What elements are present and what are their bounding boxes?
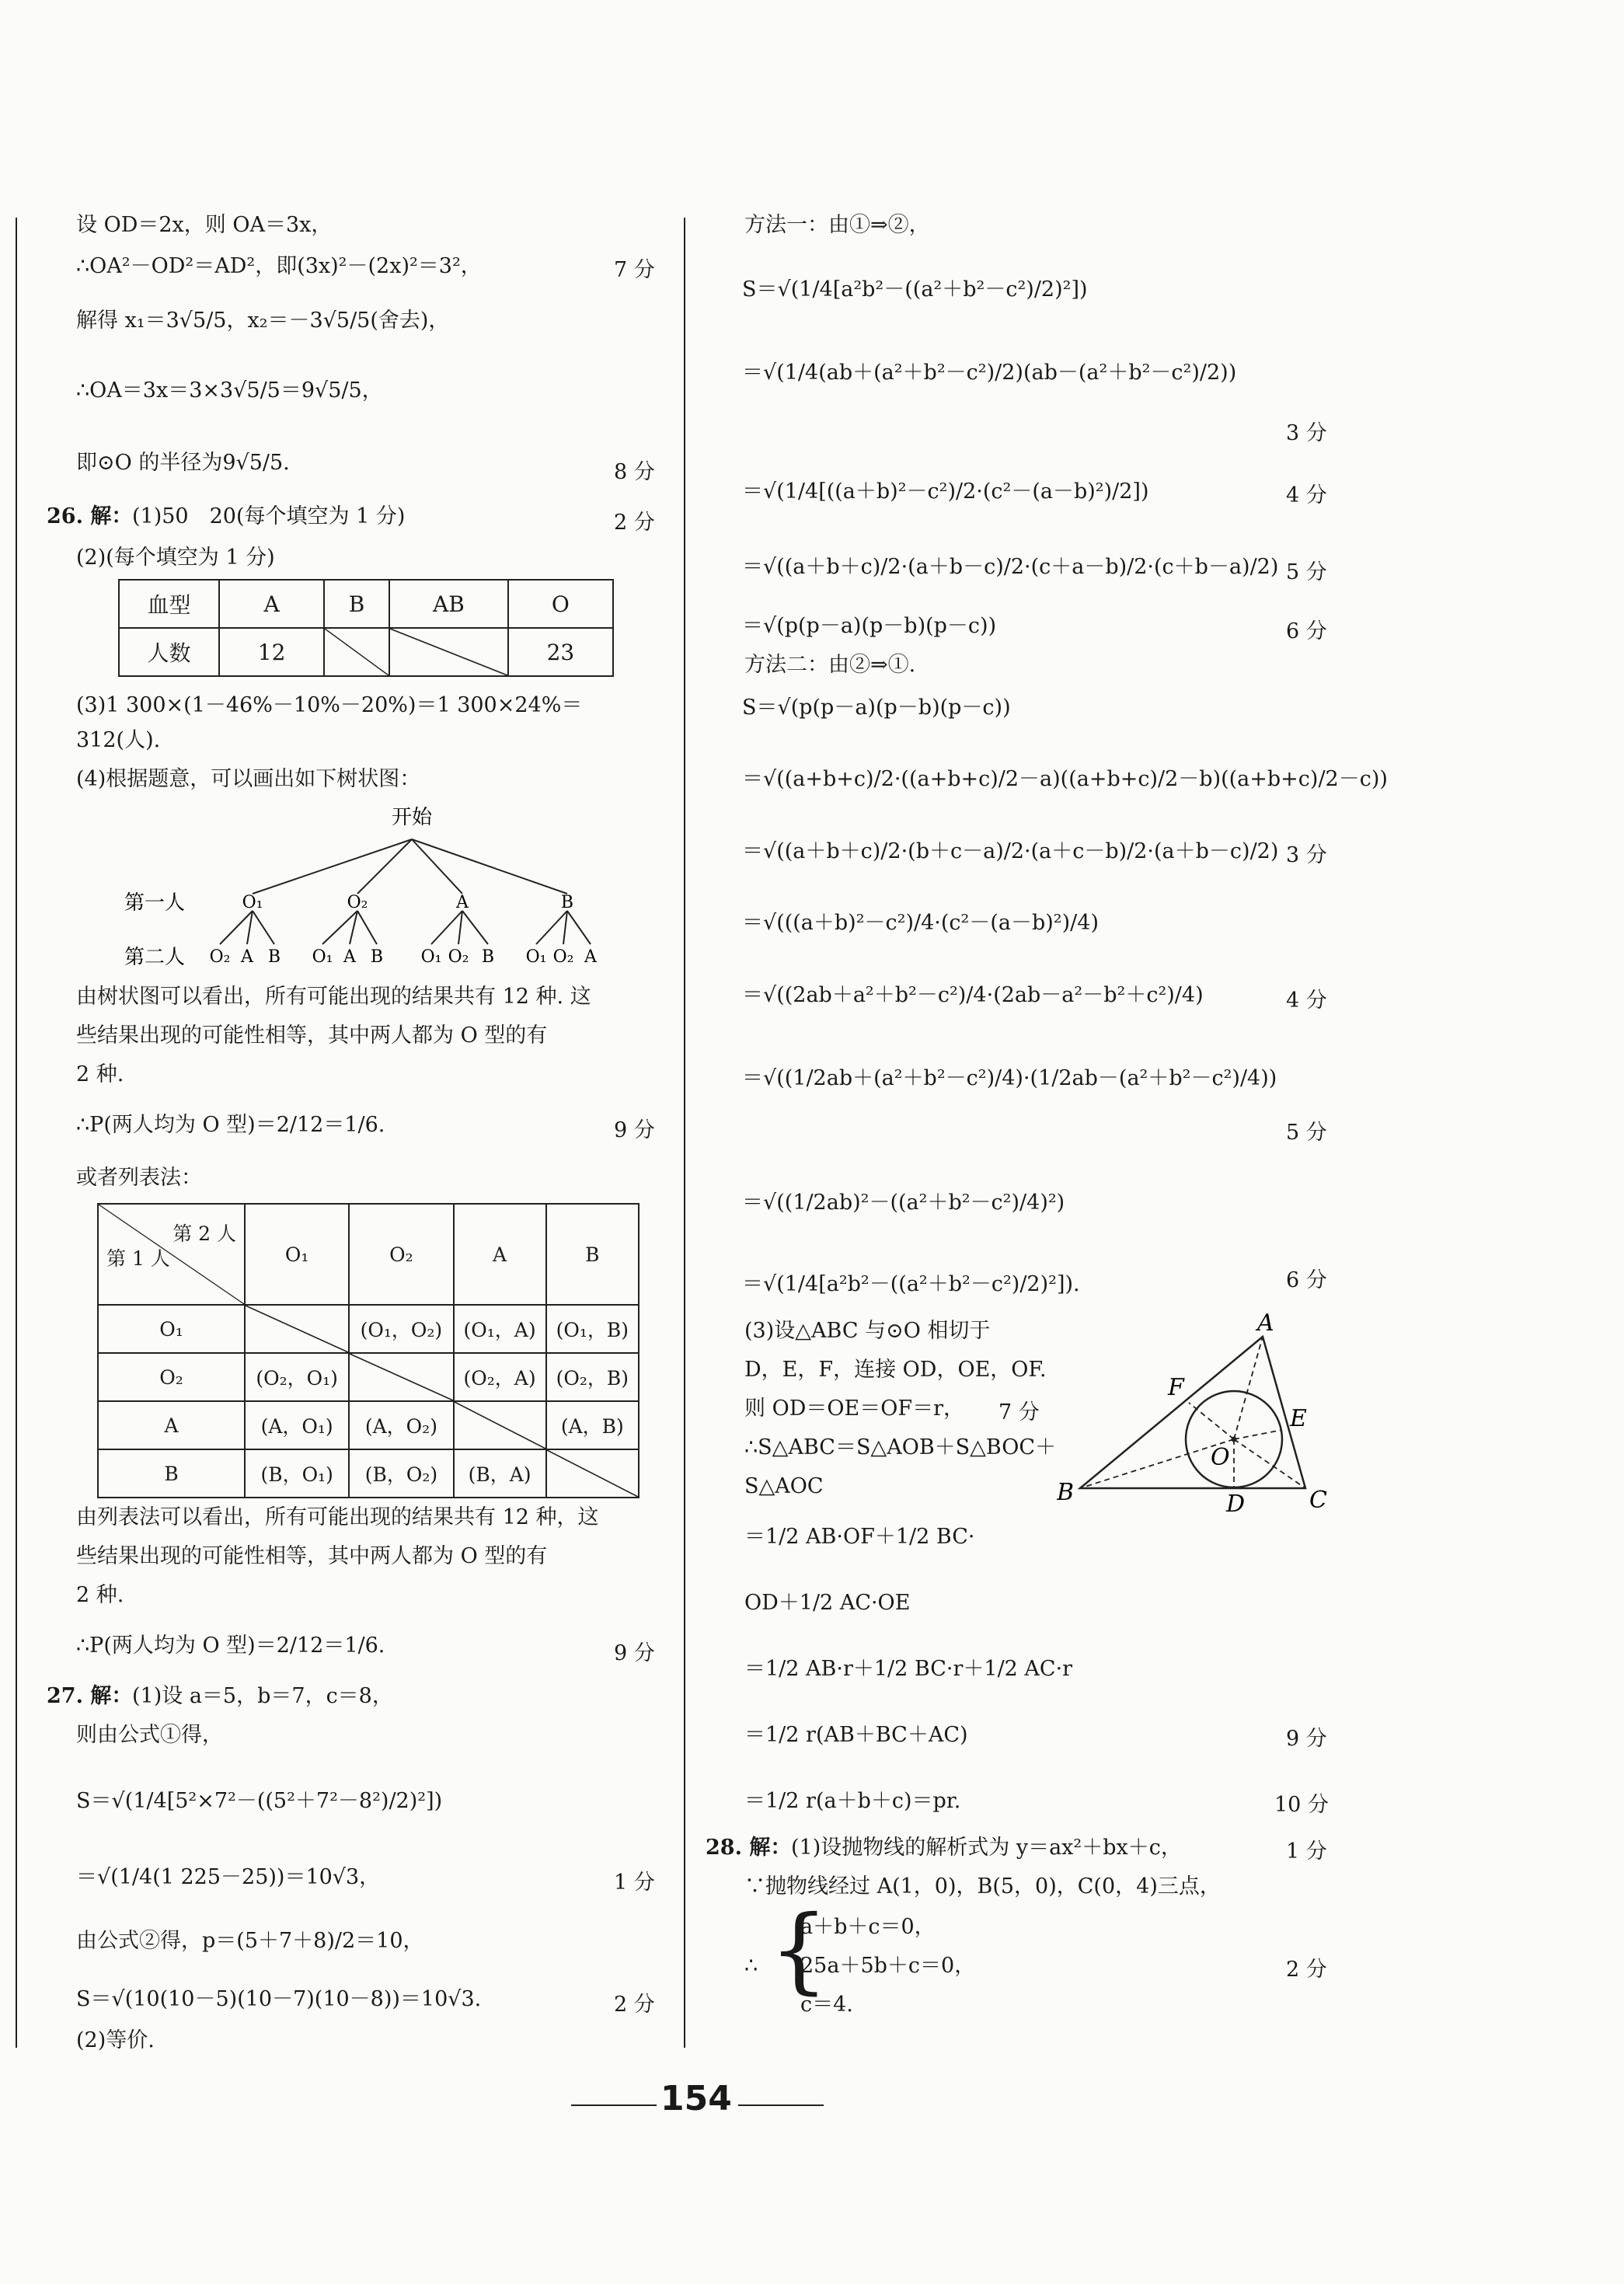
tree-second-label: 第二人: [124, 946, 186, 969]
line: 2 种.: [76, 1062, 124, 1086]
formula: ＝√((a＋b＋c)/2·(b＋c－a)/2·(a＋c－b)/2·(a＋b－c)/2): [742, 839, 1279, 863]
score: 5 分: [1286, 560, 1327, 584]
score: 9 分: [614, 1118, 655, 1142]
table-cell: (O₂，A): [454, 1353, 546, 1401]
tree-leaf: O₁: [525, 947, 547, 967]
table-cell: B: [98, 1449, 245, 1498]
tree-leaf: A: [584, 947, 597, 967]
table-cell-slashed: [349, 1353, 453, 1401]
table-cell: (O₁，A): [454, 1305, 546, 1353]
tree-node: O₂: [347, 893, 368, 912]
label-C: C: [1309, 1487, 1327, 1514]
question-26-head: 26. 解：: [47, 504, 133, 528]
table-cell-slashed: [245, 1305, 349, 1353]
table-header: B: [324, 580, 389, 628]
column-divider: [684, 218, 685, 2048]
table-cell: (O₁，O₂): [349, 1305, 453, 1353]
line: 2 种.: [76, 1583, 124, 1607]
score: 4 分: [1286, 483, 1327, 507]
line: 则由公式①得，: [76, 1723, 223, 1747]
tree-root: 开始: [391, 806, 433, 829]
formula: ＝1/2 r(AB＋BC＋AC): [744, 1723, 968, 1747]
line: D，E，F，连接 OD，OE，OF.: [744, 1358, 1047, 1382]
table-header: AB: [389, 580, 508, 628]
line: 由树状图可以看出，所有可能出现的结果共有 12 种. 这: [76, 985, 591, 1009]
line: (1)50 20(每个填空为 1 分): [132, 504, 406, 528]
table-cell: (B，A): [454, 1449, 546, 1498]
score: 7 分: [998, 1400, 1040, 1424]
table-header: O₂: [349, 1204, 453, 1305]
formula: ＝√((1/2ab＋(a²＋b²－c²)/4)·(1/2ab－(a²＋b²－c²)/4)): [742, 1066, 1277, 1090]
formula: ＝√((a＋b＋c)/2·(a＋b－c)/2·(c＋a－b)/2·(c＋b－a)/2): [742, 555, 1279, 579]
table-cell-slashed: [454, 1401, 546, 1449]
tree-leaf: B: [267, 947, 281, 967]
formula: S＝√(1/4[a²b²－((a²＋b²－c²)/2)²]): [742, 277, 1088, 302]
label-D: D: [1226, 1491, 1246, 1518]
table-header: O: [508, 580, 613, 628]
line: (2)(每个填空为 1 分): [76, 546, 275, 570]
tree-node: B: [560, 893, 574, 912]
formula: ＝1/2 AB·r＋1/2 BC·r＋1/2 AC·r: [744, 1657, 1073, 1681]
score: 1 分: [1286, 1839, 1327, 1864]
score: 7 分: [614, 258, 655, 282]
formula: ＝1/2 r(a＋b＋c)＝pr.: [744, 1789, 961, 1813]
line: 方法一：由①⇒②，: [744, 213, 930, 237]
incircle-figure: [1057, 1313, 1333, 1523]
tree-diagram: [109, 800, 653, 971]
score: 9 分: [614, 1641, 655, 1665]
line: 些结果出现的可能性相等，其中两人都为 O 型的有: [76, 1544, 548, 1568]
page-number: 154: [660, 2079, 732, 2118]
line: (3)1 300×(1－46%－10%－20%)＝1 300×24%＝: [76, 693, 583, 717]
table-cell: (A，O₂): [349, 1401, 453, 1449]
table-cell: 23: [508, 628, 613, 676]
tree-node: O₁: [242, 893, 263, 912]
formula: S＝√(p(p－a)(p－b)(p－c)): [742, 696, 1011, 720]
page-number-rule-left: [571, 2104, 657, 2106]
line: (2)等价.: [76, 2028, 155, 2052]
line: ∵抛物线经过 A(1，0)，B(5，0)，C(0，4)三点，: [744, 1874, 1221, 1899]
score: 2 分: [1286, 1958, 1327, 1982]
tree-leaf: O₁: [420, 947, 442, 967]
table-cell: O₁: [98, 1305, 245, 1353]
tree-leaf: O₂: [209, 947, 231, 967]
system-eq: a＋b＋c＝0，: [800, 1915, 936, 1939]
table-header: 血型: [119, 580, 219, 628]
line: (1)设 a＝5，b＝7，c＝8，: [132, 1684, 393, 1708]
tree-leaf: B: [370, 947, 384, 967]
tree-leaf: A: [241, 947, 253, 967]
system-eq: 25a＋5b＋c＝0，: [800, 1954, 976, 1978]
table-cell: (B，O₁): [245, 1449, 349, 1498]
tree-leaf: O₂: [552, 947, 574, 967]
line: (1)设抛物线的解析式为 y＝ax²＋bx＋c，: [791, 1836, 1182, 1860]
score: 8 分: [614, 460, 655, 484]
line: (4)根据题意，可以画出如下树状图：: [76, 767, 421, 791]
table-cell: 12: [219, 628, 324, 676]
score: 6 分: [1286, 619, 1327, 643]
table-cell: (O₂，B): [546, 1353, 639, 1401]
table-header: B: [546, 1204, 639, 1305]
formula: ＝√(((a＋b)²－c²)/4·(c²－(a－b)²)/4): [742, 911, 1099, 935]
table-header: A: [454, 1204, 546, 1305]
label-B: B: [1057, 1479, 1075, 1506]
line: ∴S△ABC＝S△AOB＋S△BOC＋: [744, 1435, 1057, 1459]
tree-leaf: B: [481, 947, 495, 967]
table-cell: (O₁，B): [546, 1305, 639, 1353]
label-F: F: [1168, 1374, 1184, 1401]
line: 312(人).: [76, 728, 161, 752]
table-cell: 人数: [119, 628, 219, 676]
score: 4 分: [1286, 989, 1327, 1013]
score: 10 分: [1274, 1793, 1329, 1817]
table-cell: A: [98, 1401, 245, 1449]
line: 由公式②得，p＝(5＋7＋8)/2＝10，: [76, 1929, 424, 1953]
formula: OD＋1/2 AC·OE: [744, 1591, 911, 1615]
line: 由列表法可以看出，所有可能出现的结果共有 12 种，这: [76, 1505, 599, 1529]
formula: S＝√(1/4[5²×7²－((5²＋7²－8²)/2)²]): [76, 1789, 443, 1813]
tree-leaf: O₁: [312, 947, 333, 967]
line: 方法二：由②⇒①.: [744, 653, 916, 677]
formula: ＝√(1/4[((a＋b)²－c²)/2·(c²－(a－b)²)/2]): [742, 479, 1149, 504]
system-brace: {: [769, 1896, 829, 2004]
corner-top: 第 2 人: [173, 1222, 236, 1245]
table-corner: [98, 1204, 245, 1305]
corner-bottom: 第 1 人: [106, 1247, 170, 1270]
formula: S＝√(10(10－5)(10－7)(10－8))＝10√3.: [76, 1987, 482, 2011]
table-cell-slashed: [389, 628, 508, 676]
line: 或者列表法：: [76, 1166, 202, 1190]
score: 1 分: [614, 1871, 655, 1895]
question-28-head: 28. 解：: [706, 1836, 792, 1860]
score: 2 分: [614, 511, 655, 535]
label-A: A: [1257, 1313, 1274, 1337]
table-header: A: [219, 580, 324, 628]
line: 设 OD＝2x，则 OA＝3x，: [76, 213, 333, 237]
table-cell: (A，O₁): [245, 1401, 349, 1449]
outcome-table: [97, 1203, 639, 1498]
label-E: E: [1290, 1405, 1307, 1432]
line: 则 OD＝OE＝OF＝r，: [744, 1397, 964, 1421]
tree-first-label: 第一人: [124, 891, 186, 915]
formula: ＝√((2ab＋a²＋b²－c²)/4·(2ab－a²－b²＋c²)/4): [742, 983, 1204, 1007]
table-cell: (B，O₂): [349, 1449, 453, 1498]
line: 解得 x₁＝3√5/5，x₂＝－3√5/5(舍去)，: [76, 309, 450, 333]
system-prefix: ∴: [744, 1954, 758, 1978]
question-27-head: 27. 解：: [47, 1684, 133, 1708]
score: 6 分: [1286, 1268, 1327, 1292]
page-number-rule-right: [738, 2104, 824, 2106]
table-cell: O₂: [98, 1353, 245, 1401]
formula: ＝1/2 AB·OF＋1/2 BC·: [744, 1525, 975, 1549]
tree-leaf: A: [343, 947, 356, 967]
table-header: O₁: [245, 1204, 349, 1305]
tree-node: A: [456, 893, 469, 912]
formula: ＝√(p(p－a)(p－b)(p－c)): [742, 614, 997, 638]
line: ∴OA＝3x＝3×3√5/5＝9√5/5，: [76, 378, 383, 403]
score: 2 分: [614, 1993, 655, 2017]
line: ∴OA²－OD²＝AD²，即(3x)²－(2x)²＝3²，: [76, 254, 482, 278]
system-eq: c＝4.: [800, 1993, 853, 2017]
formula: ＝√(1/4(1 225－25))＝10√3，: [76, 1865, 381, 1889]
line: S△AOC: [744, 1474, 824, 1498]
line: 些结果出现的可能性相等，其中两人都为 O 型的有: [76, 1023, 548, 1048]
left-margin-rule: [16, 218, 17, 2048]
formula: ＝√((a+b+c)/2·((a+b+c)/2－a)((a+b+c)/2－b)((a+b+c)/2－c)): [742, 767, 1388, 791]
formula: ＝√((1/2ab)²－((a²＋b²－c²)/4)²): [742, 1191, 1065, 1215]
tree-leaf: O₂: [448, 947, 469, 967]
score: 3 分: [1286, 421, 1327, 445]
line: (3)设△ABC 与⊙O 相切于: [744, 1319, 991, 1343]
table-cell: (A，B): [546, 1401, 639, 1449]
line: ∴P(两人均为 O 型)＝2/12＝1/6.: [76, 1634, 385, 1658]
score: 3 分: [1286, 843, 1327, 867]
label-O: O: [1211, 1444, 1230, 1471]
line: ∴P(两人均为 O 型)＝2/12＝1/6.: [76, 1113, 385, 1137]
score: 9 分: [1286, 1727, 1327, 1751]
blood-type-table: [118, 579, 614, 677]
formula: ＝√(1/4(ab＋(a²＋b²－c²)/2)(ab－(a²＋b²－c²)/2)): [742, 361, 1237, 385]
score: 5 分: [1286, 1121, 1327, 1145]
formula: ＝√(1/4[a²b²－((a²＋b²－c²)/2)²]).: [742, 1272, 1080, 1296]
line: 即⊙O 的半径为9√5/5.: [76, 451, 290, 475]
table-cell-slashed: [546, 1449, 639, 1498]
table-cell-slashed: [324, 628, 389, 676]
table-cell: (O₂，O₁): [245, 1353, 349, 1401]
